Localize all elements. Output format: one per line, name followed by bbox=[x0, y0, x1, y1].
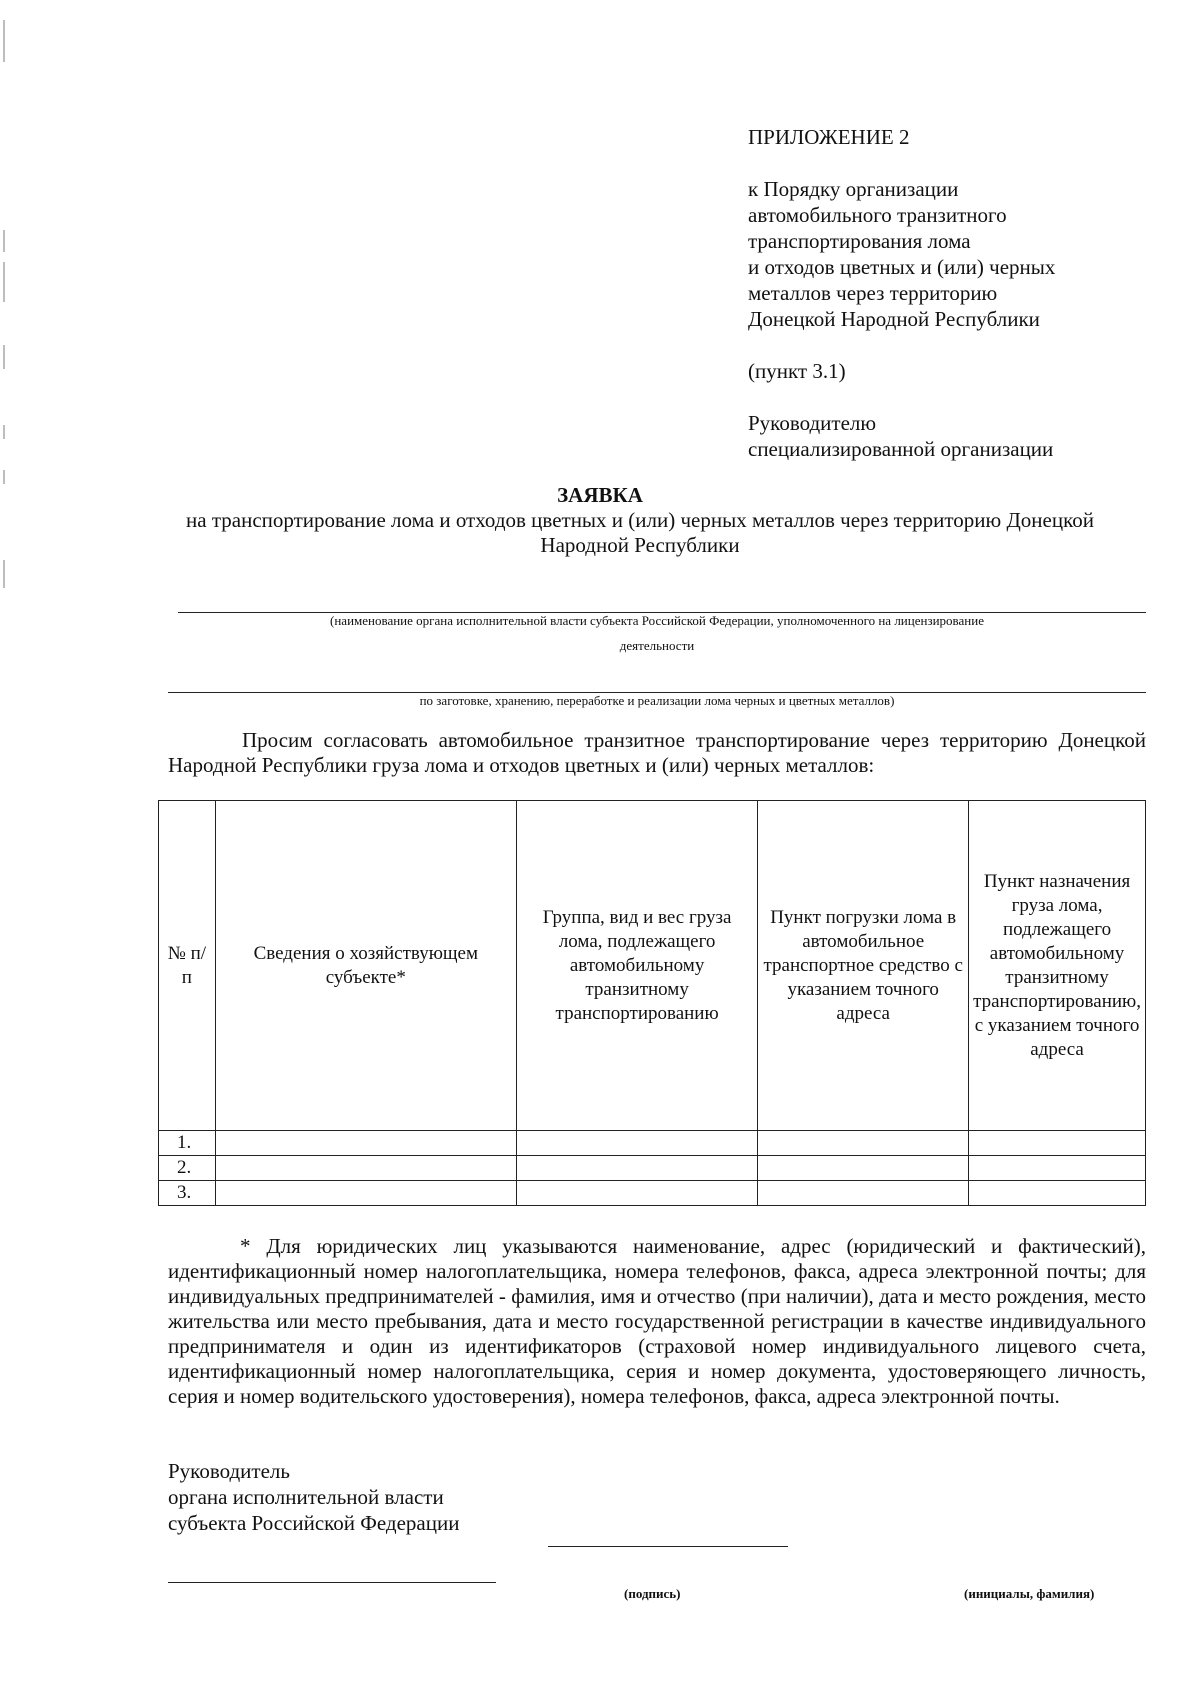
date-line bbox=[168, 1582, 496, 1583]
table-row bbox=[159, 1181, 1146, 1206]
appendix-ref-line: к Порядку организации bbox=[748, 177, 959, 201]
table-cell[interactable] bbox=[969, 1181, 1146, 1206]
row-number: 1. bbox=[159, 1131, 216, 1156]
header-entity: Сведения о хозяйствующем субъекте* bbox=[215, 801, 516, 1131]
signer-line: субъекта Российской Федерации bbox=[168, 1511, 460, 1535]
activity-caption: по заготовке, хранению, переработке и реализации лома черных и цветных металлов) bbox=[419, 693, 895, 708]
appendix-block bbox=[748, 124, 1168, 488]
appendix-ref-line: Донецкой Народной Республики bbox=[748, 307, 1040, 331]
table-cell[interactable] bbox=[758, 1181, 969, 1206]
authority-caption-2: деятельности bbox=[619, 638, 695, 653]
addressee-line: специализированной организации bbox=[748, 437, 1054, 461]
appendix-heading: ПРИЛОЖЕНИЕ 2 bbox=[748, 125, 910, 149]
row-number: 2. bbox=[159, 1156, 216, 1181]
appendix-ref-line: и отходов цветных и (или) черных bbox=[748, 255, 1056, 279]
signer-block bbox=[168, 1458, 568, 1536]
header-loading-point: Пункт погрузки лома в автомобильное транспортное средство с указанием точного адреса bbox=[758, 801, 969, 1131]
cargo-table bbox=[158, 800, 1146, 1206]
appendix-reference bbox=[748, 176, 1168, 332]
table-cell[interactable] bbox=[516, 1181, 757, 1206]
document-subtitle: на транспортирование лома и отходов цветных и (или) черных металлов через территорию Донецкой Народной Республики bbox=[186, 508, 1094, 557]
appendix-point: (пункт 3.1) bbox=[748, 359, 846, 383]
table-header-row bbox=[159, 801, 1146, 1131]
signer-line: органа исполнительной власти bbox=[168, 1485, 444, 1509]
table-cell[interactable] bbox=[969, 1131, 1146, 1156]
table-row bbox=[159, 1131, 1146, 1156]
table-cell[interactable] bbox=[516, 1131, 757, 1156]
table-cell[interactable] bbox=[758, 1156, 969, 1181]
table-cell[interactable] bbox=[215, 1181, 516, 1206]
appendix-ref-line: металлов через территорию bbox=[748, 281, 998, 305]
header-destination: Пункт назначения груза лома, подлежащего автомобильному транзитному транспортированию, с указанием точного адреса bbox=[969, 801, 1146, 1131]
scan-artifact bbox=[3, 560, 5, 588]
table-cell[interactable] bbox=[516, 1156, 757, 1181]
scan-artifact bbox=[3, 425, 5, 439]
scan-artifact bbox=[3, 345, 5, 369]
document-title: ЗАЯВКА bbox=[557, 483, 643, 507]
footnote-text: * Для юридических лиц указываются наименование, адрес (юридический и фактический), идентификационный номер налогоплательщика, номера телефонов, факса, адреса электронной почты; для индивидуальных предпринимателей - фамилия, имя и отчество (при наличии), дата и место рождения, место жительства или место пребывания, дата и место государственной регистрации в качестве индивидуального предпринимателя и один из идентификаторов (страховой номер индивидуального лицевого счета, идентификационный номер налогоплательщика, серия и номер документа, удостоверяющего личность, серия и номер водительского удостоверения), номера телефонов, факса, адреса электронной почты. bbox=[168, 1234, 1146, 1408]
signature-line bbox=[548, 1546, 788, 1547]
header-cargo: Группа, вид и вес груза лома, подлежащего автомобильному транзитному транспортированию bbox=[516, 801, 757, 1131]
table-cell[interactable] bbox=[758, 1131, 969, 1156]
row-number: 3. bbox=[159, 1181, 216, 1206]
table-cell[interactable] bbox=[969, 1156, 1146, 1181]
appendix-ref-line: автомобильного транзитного bbox=[748, 203, 1007, 227]
table-row bbox=[159, 1156, 1146, 1181]
header-number: № п/п bbox=[159, 801, 216, 1131]
addressee-line: Руководителю bbox=[748, 411, 877, 435]
scan-artifact bbox=[3, 262, 5, 302]
intro-paragraph bbox=[168, 728, 1146, 778]
authority-caption-1: (наименование органа исполнительной власти субъекта Российской Федерации, уполномоченного на лицензирование bbox=[330, 613, 984, 628]
footnote-paragraph bbox=[168, 1234, 1146, 1409]
scan-artifact bbox=[3, 230, 5, 252]
scan-artifact bbox=[3, 20, 5, 62]
table-cell[interactable] bbox=[215, 1156, 516, 1181]
addressee bbox=[748, 410, 1168, 462]
intro-text: Просим согласовать автомобильное транзитное транспортирование через территорию Донецкой Народной Республики груза лома и отходов цветных и (или) черных металлов: bbox=[168, 728, 1146, 777]
signature-caption: (подпись) bbox=[624, 1586, 681, 1601]
table-cell[interactable] bbox=[215, 1131, 516, 1156]
signer-line: Руководитель bbox=[168, 1459, 290, 1483]
appendix-ref-line: транспортирования лома bbox=[748, 229, 971, 253]
name-caption: (инициалы, фамилия) bbox=[964, 1586, 1095, 1601]
